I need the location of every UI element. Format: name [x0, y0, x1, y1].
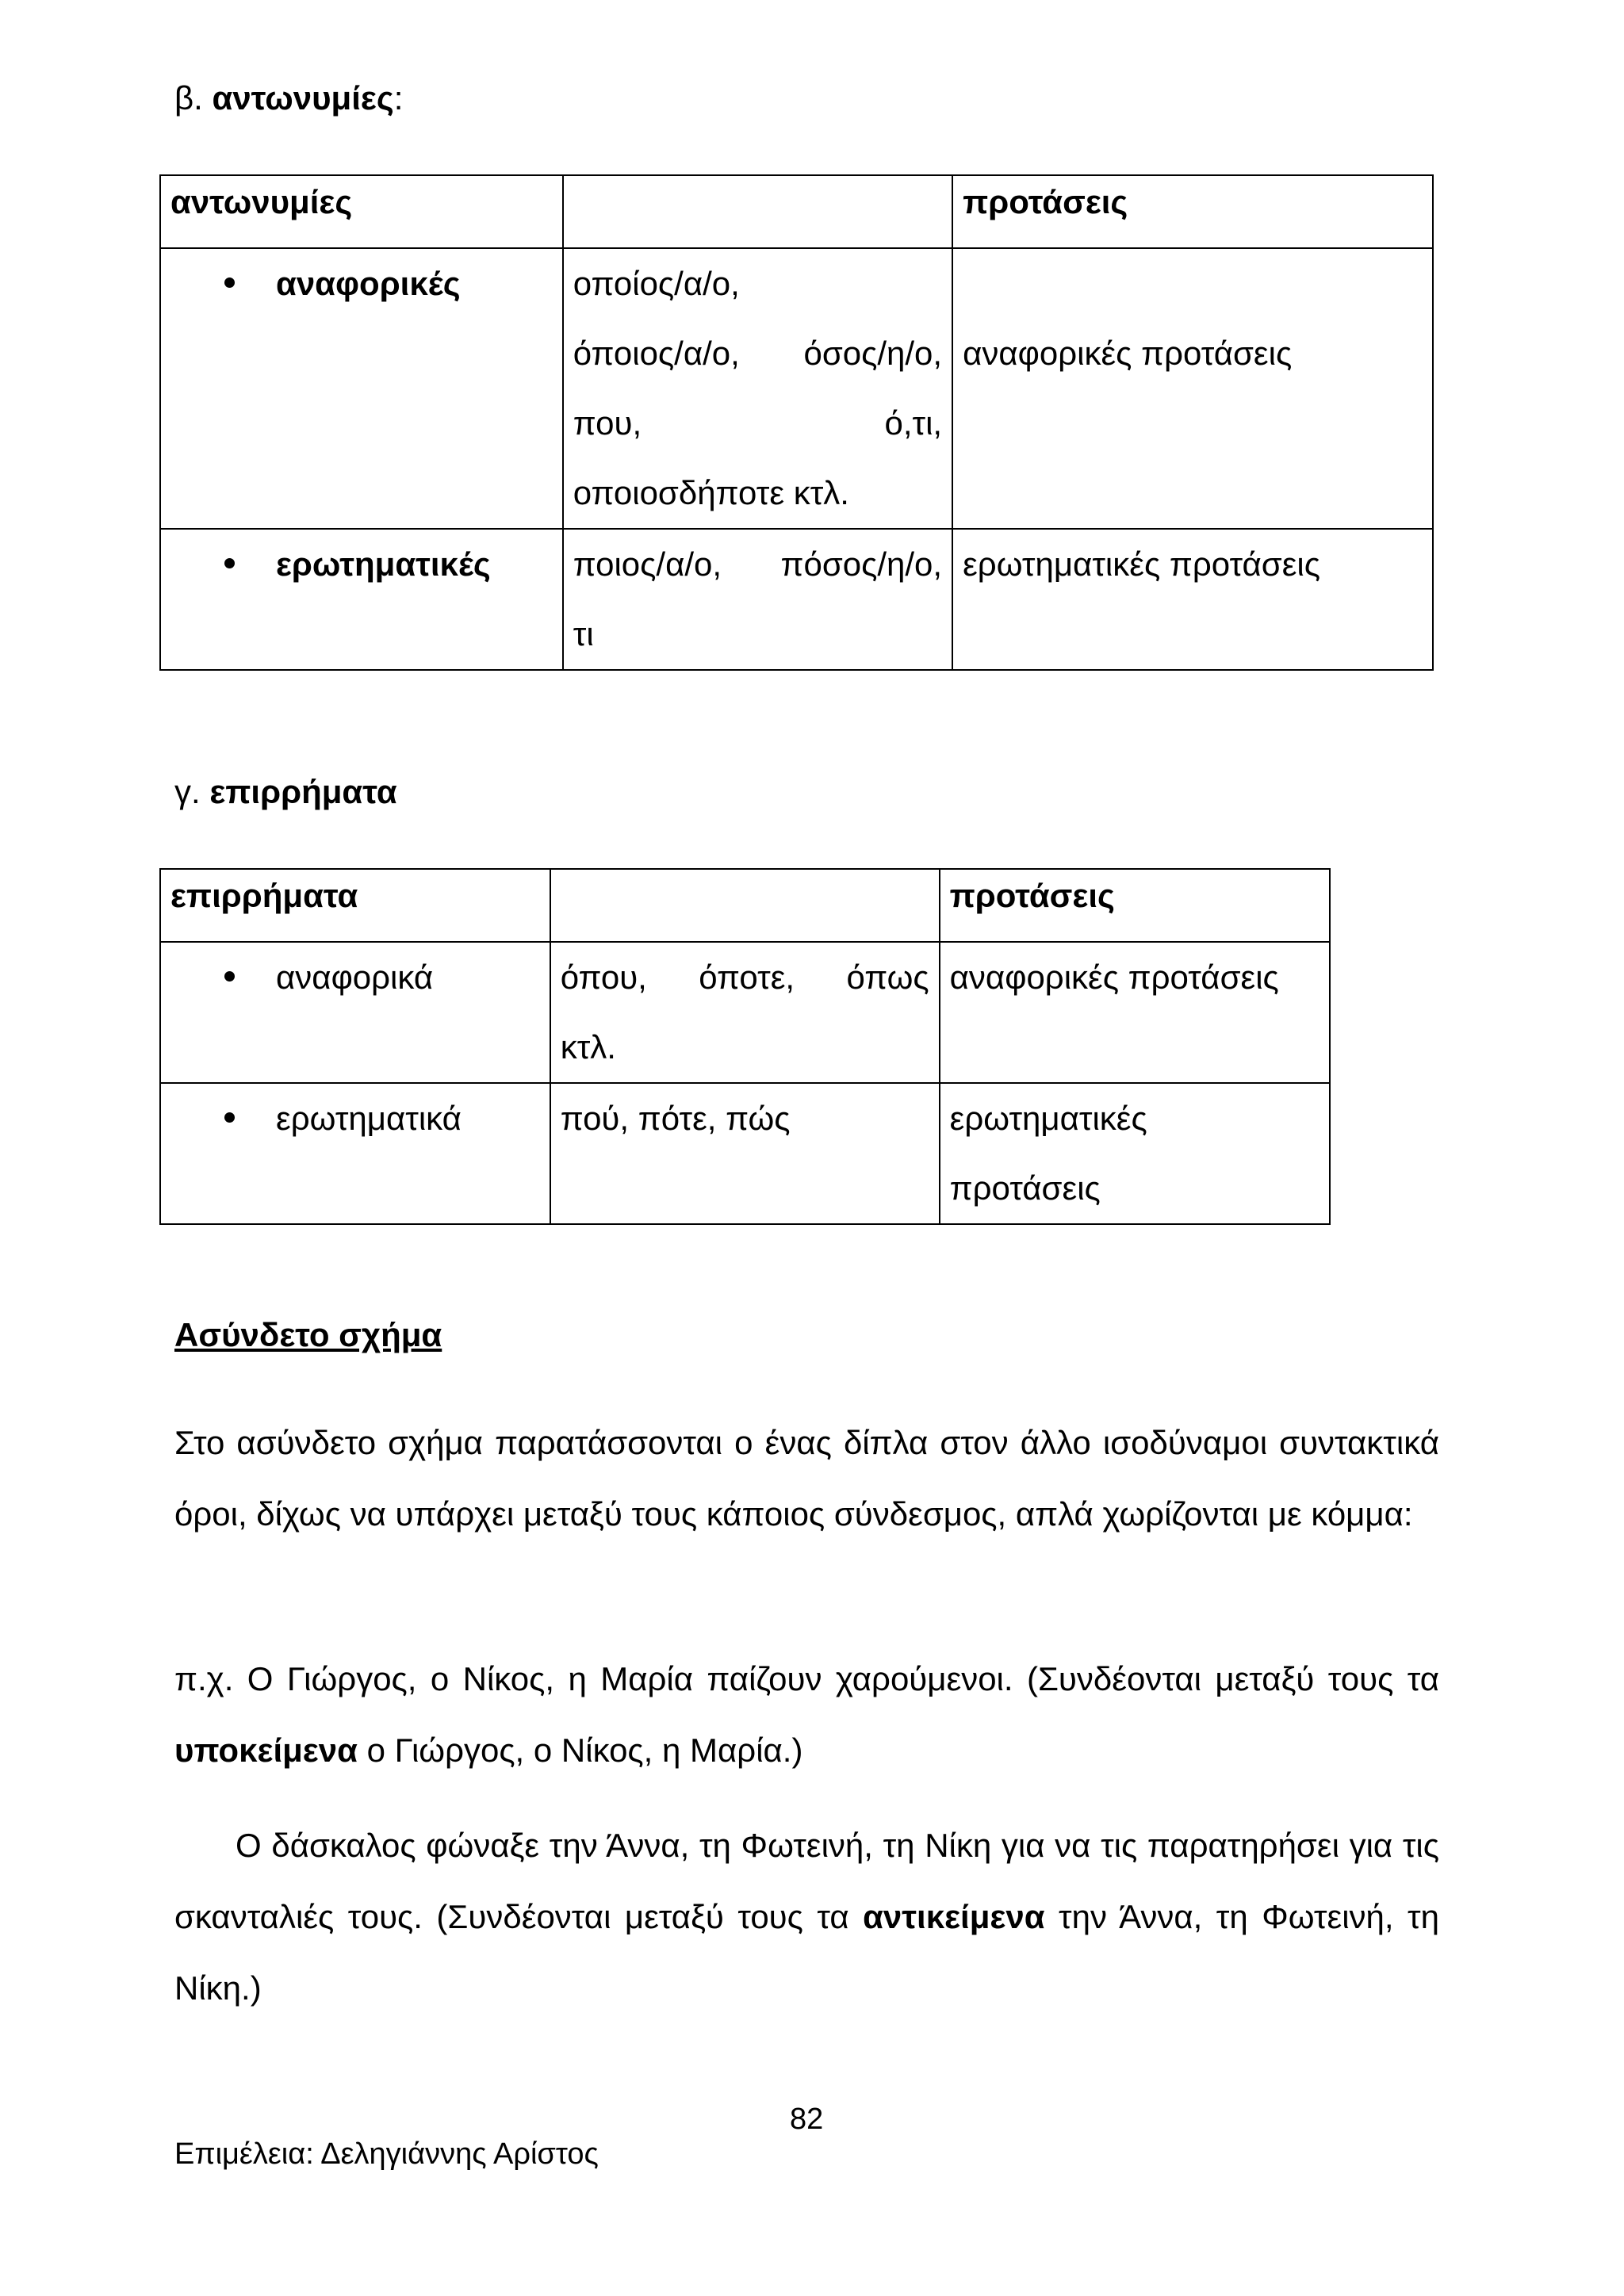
- section-b-title: αντωνυμίες: [212, 79, 394, 117]
- page-number: 82: [790, 2103, 824, 2136]
- words-line: όποιος/α/ο, όσος/η/ο,: [573, 335, 943, 372]
- words-cell: [563, 248, 952, 529]
- table-row: [160, 248, 1433, 529]
- words-line: πού, πότε, πώς: [560, 1100, 791, 1137]
- table-row: [160, 529, 1433, 670]
- example-text: Ο δάσκαλος φώναξε την Άννα, τη Φωτεινή, τη Νίκη για να τις παρατηρήσει για τις σκανταλιές τους. (Συνδέονται μεταξύ τους τα: [174, 1827, 1439, 1935]
- words-line: κτλ.: [560, 1028, 616, 1066]
- words-cell: [550, 942, 940, 1083]
- clause-text: αναφορικές προτάσεις: [963, 335, 1293, 372]
- example-paragraph-1: [174, 1644, 1439, 1786]
- words-line: ποιος/α/ο, πόσος/η/ο,: [573, 545, 943, 583]
- section-b-heading: [174, 79, 403, 117]
- header-cell: προτάσεις: [952, 175, 1433, 248]
- words-cell: [563, 529, 952, 670]
- example-paragraph-2: [174, 1810, 1439, 2024]
- row-label: αναφορικά: [276, 959, 434, 996]
- clause-text: προτάσεις: [949, 1169, 1101, 1207]
- bullet-icon: [224, 277, 235, 288]
- asyndeton-title: Ασύνδετο σχήμα: [174, 1316, 442, 1353]
- row-label-cell: [160, 529, 563, 670]
- section-b-prefix: β.: [174, 79, 213, 117]
- row-label-cell: [160, 942, 550, 1083]
- example-text: π.χ. Ο Γιώργος, ο Νίκος, η Μαρία παίζουν χαρούμενοι. (Συνδέονται μεταξύ τους τα: [174, 1660, 1439, 1697]
- header-cell: προτάσεις: [940, 869, 1330, 942]
- example-text: την Άννα, τη Φωτεινή, τη Νίκη.): [174, 1898, 1439, 2007]
- words-line: τι: [573, 615, 594, 652]
- clause-text: ερωτηματικές προτάσεις: [963, 545, 1321, 583]
- row-label-cell: [160, 248, 563, 529]
- section-c-prefix: γ.: [174, 773, 210, 810]
- header-cell: αντωνυμίες: [160, 175, 563, 248]
- row-label: αναφορικές: [276, 265, 461, 302]
- asyndeton-intro: Στο ασύνδετο σχήμα παρατάσσονται ο ένας δίπλα στον άλλο ισοδύναμοι συντακτικά όροι, δίχως να υπάρχει μεταξύ τους κάποιος σύνδεσμος, απλά χωρίζονται με κόμμα:: [174, 1424, 1439, 1533]
- example-keyword: υποκείμενα: [174, 1732, 358, 1769]
- clause-cell: [940, 1083, 1330, 1224]
- section-b-suffix: :: [393, 79, 404, 117]
- section-c-title: επιρρήματα: [209, 773, 397, 810]
- row-label: ερωτηματικές: [276, 545, 491, 583]
- adverbs-table: [159, 868, 1331, 1225]
- bullet-icon: [224, 971, 235, 982]
- bullet-icon: [224, 1112, 235, 1123]
- header-cell: επιρρήματα: [160, 869, 550, 942]
- table-row: [160, 942, 1330, 1083]
- clause-cell: [940, 942, 1330, 1083]
- table-row: [160, 1083, 1330, 1224]
- bullet-icon: [224, 558, 235, 568]
- pronouns-table-header: [160, 175, 1433, 248]
- example-keyword: αντικείμενα: [863, 1898, 1045, 1935]
- clause-cell: [952, 529, 1433, 670]
- words-line: οποίος/α/ο,: [573, 265, 740, 302]
- section-c-heading: [174, 773, 397, 811]
- row-label-cell: [160, 1083, 550, 1224]
- words-line: οποιοσδήποτε κτλ.: [573, 474, 849, 511]
- header-cell: [563, 175, 952, 248]
- example-text: ο Γιώργος, ο Νίκος, η Μαρία.): [357, 1732, 803, 1769]
- header-cell: [550, 869, 940, 942]
- words-line: που, ό,τι,: [573, 404, 943, 442]
- words-cell: [550, 1083, 940, 1224]
- clause-text: αναφορικές προτάσεις: [949, 959, 1279, 996]
- row-label: ερωτηματικά: [276, 1100, 462, 1137]
- pronouns-table: [159, 174, 1434, 671]
- footer-author: Επιμέλεια: Δεληγιάννης Αρίστος: [174, 2137, 599, 2171]
- clause-cell: [952, 248, 1433, 529]
- adverbs-table-header: [160, 869, 1330, 942]
- clause-text: ερωτηματικές: [949, 1100, 1147, 1137]
- words-line: όπου, όποτε, όπως: [560, 959, 929, 996]
